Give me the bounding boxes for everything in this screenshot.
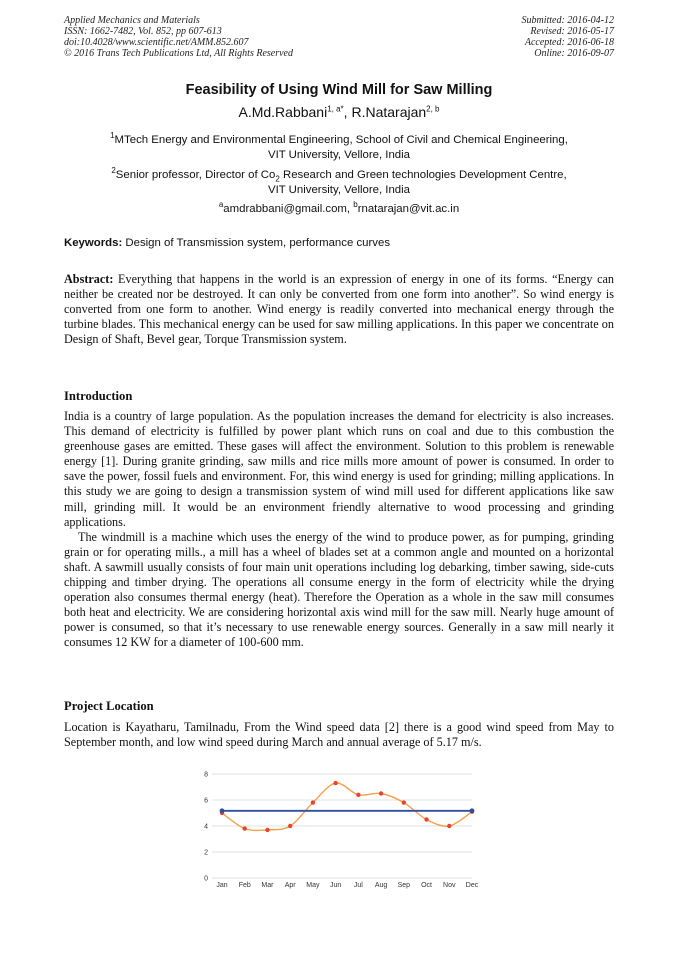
- monthly-wind-speed-point: [447, 824, 451, 828]
- author-2-marker: 2, b: [426, 104, 440, 114]
- monthly-wind-speed-point: [379, 791, 383, 795]
- journal-issn: ISSN: 1662-7482, Vol. 852, pp 607-613: [64, 26, 222, 37]
- chart-y-tick-label: 8: [204, 771, 208, 779]
- wind-speed-chart-svg: [200, 765, 480, 893]
- affiliation-2-line-1: $^2$Senior professor, Director of $Co_2$ Research and Green technologies Development Centre,: [111, 166, 567, 184]
- affiliation-1-line-1: $^1$MTech Energy and Environmental Engineering, School of Civil and Chemical Engineering,: [110, 131, 568, 146]
- author-2: R.Natarajan: [351, 104, 427, 120]
- co2-subscript: 2: [275, 174, 280, 184]
- affiliation-2: [0, 168, 678, 198]
- chart-x-tick-label: May: [306, 882, 320, 889]
- chart-x-tick-label: Aug: [374, 882, 388, 889]
- project-location-heading: Project Location: [64, 699, 154, 713]
- abstract-label: Abstract:: [64, 272, 114, 286]
- chart-x-tick-label: Feb: [238, 882, 251, 889]
- email-b: rnatarajan@vit.ac.in: [357, 203, 460, 215]
- author-emails: $^a$amdrabbani@gmail.com, $^b$rnatarajan@vit.ac.in: [218, 200, 460, 215]
- monthly-wind-speed-point: [288, 824, 292, 828]
- chart-x-tick-label: Apr: [284, 882, 296, 889]
- monthly-wind-speed-point: [243, 826, 247, 830]
- wind-speed-chart: [200, 765, 480, 893]
- author-1: A.Md.Rabbani: [238, 104, 328, 120]
- author-1-marker: 1, a*: [327, 104, 344, 114]
- journal-doi: doi:10.4028/www.scientific.net/AMM.852.607: [64, 37, 249, 48]
- abstract: [64, 272, 614, 347]
- introduction-body: [64, 409, 614, 651]
- keywords-label: Keywords:: [64, 237, 123, 249]
- date-accepted: Accepted: 2016-06-18: [524, 37, 614, 48]
- monthly-wind-speed-line: [222, 783, 472, 830]
- chart-x-tick-label: Sep: [397, 882, 411, 889]
- affiliation-1-line-2: VIT University, Vellore, India: [267, 149, 411, 161]
- project-location-body: [64, 720, 614, 750]
- abstract-text: Everything that happens in the world is an expression of energy in one of its forms. “Energy can neither be created nor be destroyed. It can only be converted from one form into another”. So wind energy is converted from one form to another. Wind energy is readily converted into mechanical energy through the turbine blades. This mechanical energy can be used for saw milling applications. In this paper we concentrate on Design of Shaft, Bevel gear, Torque Transmission system.: [64, 272, 614, 347]
- introduction-heading: Introduction: [64, 389, 133, 403]
- keywords: [64, 237, 614, 249]
- chart-x-tick-label: Jun: [329, 882, 342, 889]
- affiliation-1: [0, 133, 678, 163]
- affiliation-2-line-2: VIT University, Vellore, India: [267, 184, 411, 196]
- chart-x-tick-label: Jan: [216, 882, 228, 889]
- chart-y-tick-label: 0: [204, 875, 208, 883]
- chart-x-tick-label: Dec: [465, 882, 479, 889]
- annual-average-point: [220, 808, 225, 813]
- monthly-wind-speed-point: [356, 793, 360, 797]
- affiliation-2-marker: 2: [111, 166, 116, 176]
- date-online: Online: 2016-09-07: [534, 48, 614, 59]
- introduction-paragraph-2: The windmill is a machine which uses the energy of the wind to produce power, as for pumping, grinding grain or for operating mills., a mill has a wheel of blades set at a common angle and mounted on a horizontal shaft. A sawmill usually consists of four main unit operations including log debarking, timber sawing, side-cuts chipping and timber drying. The operations all consume energy in the form of electricity while the drying operation also consumes thermal energy (heat). Therefore the Operation as a whole in the saw mill consumes both heat and electricity. We are considering horizontal axis wind mill for the saw mill. Nearly huge amount of power is consumed, so that it’s necessary to use renewable energy sources. Generally in a saw mill nearly it consumes 12 KW for a diameter of 100-600 mm.: [64, 529, 614, 650]
- author-line: [0, 104, 678, 120]
- chart-x-tick-label: Oct: [421, 882, 432, 889]
- monthly-wind-speed-point: [402, 800, 406, 804]
- monthly-wind-speed-point: [265, 828, 269, 832]
- monthly-wind-speed-point: [311, 800, 315, 804]
- chart-y-tick-label: 4: [204, 823, 208, 831]
- chart-y-tick-label: 2: [204, 849, 208, 857]
- monthly-wind-speed-point: [333, 781, 337, 785]
- chart-x-tick-label: Jul: [353, 882, 363, 889]
- journal-copyright: © 2016 Trans Tech Publications Ltd, All Rights Reserved: [64, 48, 293, 59]
- project-location-paragraph: Location is Kayatharu, Tamilnadu, From the Wind speed data [2] there is a good wind speed from May to September month, and low wind speed during March and annual average of 5.17 m/s.: [64, 720, 614, 750]
- introduction-paragraph-1: India is a country of large population. As the population increases the demand for electricity is also increases. This demand of electricity is fulfilled by power plant which runs on coal and due to this combustion the greenhouse gases are emitted. These gases will affect the environment. Solution to this problem is renewable energy [1]. During granite grinding, saw mills and rice mills more amount of power is consumed. In order to save the power, fossil fuels and environment. For, this wind energy is used for grinding; milling applications. In this study we are going to design a transmission system of wind mill used for different applications like saw mill, grinding mill. It would be an environment friendly alternative to wood processing and grinding applications.: [64, 409, 614, 529]
- date-submitted: Submitted: 2016-04-12: [521, 15, 614, 26]
- journal-info: [64, 15, 293, 59]
- email-a: amdrabbani@gmail.com,: [223, 203, 354, 215]
- publication-dates: [522, 15, 615, 59]
- chart-x-tick-label: Nov: [443, 882, 456, 889]
- author-separator: ,: [343, 104, 352, 120]
- date-revised: Revised: 2016-05-17: [530, 26, 614, 37]
- chart-x-tick-label: Mar: [261, 882, 274, 889]
- affiliation-1-marker: 1: [110, 131, 115, 141]
- journal-name: Applied Mechanics and Materials: [64, 15, 200, 26]
- annual-average-point: [470, 808, 475, 813]
- monthly-wind-speed-point: [424, 817, 428, 821]
- chart-y-tick-label: 6: [204, 797, 208, 805]
- keywords-text: Design of Transmission system, performance curves: [122, 237, 391, 249]
- paper-title: Feasibility of Using Wind Mill for Saw Milling: [185, 82, 493, 98]
